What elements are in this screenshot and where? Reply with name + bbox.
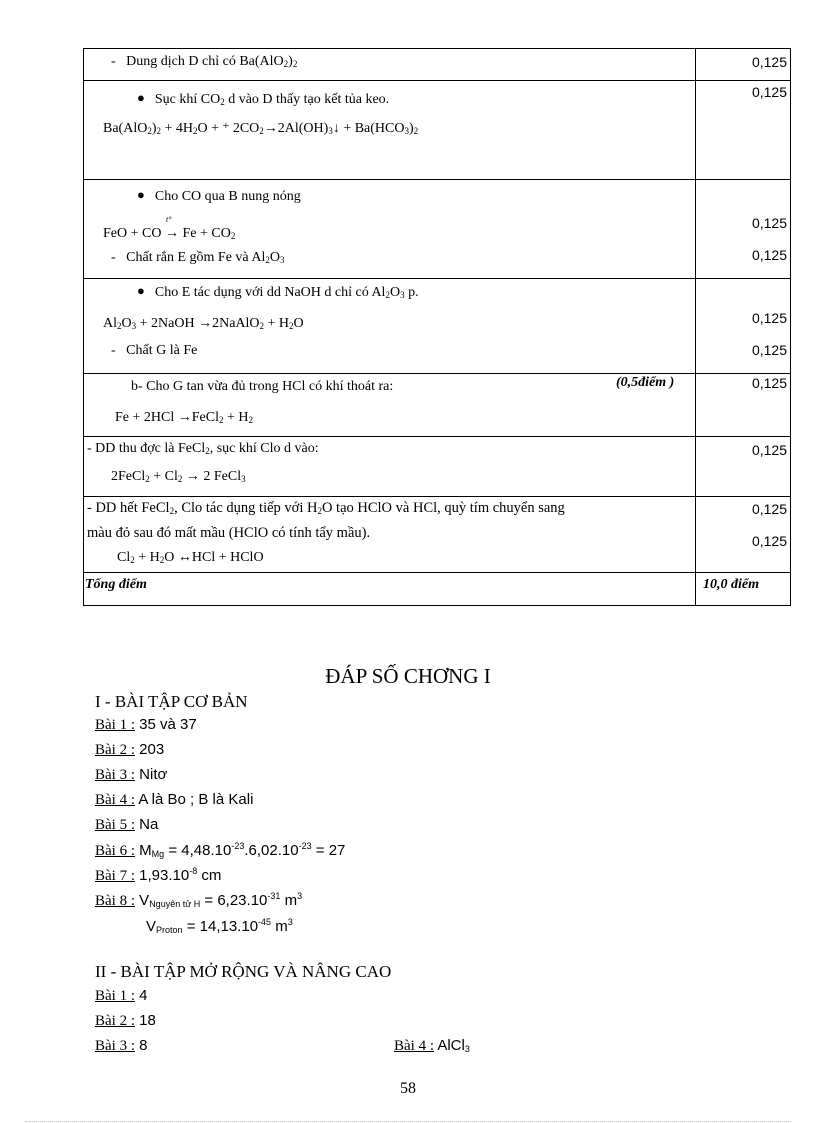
item-value: cm <box>197 867 222 884</box>
superscript: 3 <box>287 917 293 927</box>
score-value: 0,125 <box>751 247 787 263</box>
equation: $Al_2O_3$ + 2NaOH →2NaAlO$_2$ + $H_2O$ <box>103 316 304 331</box>
item-value: A là Bo ; B là Kali <box>135 791 254 808</box>
equation: 2FeCl$_2$ + $Cl_2 \to 2$ FeCl$_3$ <box>111 469 246 484</box>
list-item <box>95 766 167 784</box>
list-item <box>95 987 148 1005</box>
equation: $Ba(AlO_2)_2 + 4H_2O + ^+$ $2CO_2\to 2Al(OH)_3↓ + Ba(HCO_3)_2$ <box>103 118 419 136</box>
row-text: Cho E tác dụng với dd NaOH d chỉ có Al <box>154 285 386 300</box>
row-text: Chất rắn E gồm Fe và Al <box>126 250 266 265</box>
right-arrow-icon: → <box>185 469 200 484</box>
eq-part: Fe + 2HCl <box>115 410 178 425</box>
eq-part: O <box>269 250 280 265</box>
score-value: 0,125 <box>751 215 787 231</box>
eq-part: 2 FeCl <box>203 469 242 484</box>
superscript: -8 <box>189 866 198 876</box>
double-arrow-icon: ↔ <box>177 550 192 565</box>
superscript: -23 <box>231 841 245 851</box>
subscript: Nguyên tử H <box>149 899 201 909</box>
table-line <box>83 179 791 180</box>
item-label: Bài 2 : <box>95 1013 135 1029</box>
item-value: .6,02.10 <box>244 842 299 859</box>
item-label: Bài 1 : <box>95 988 135 1004</box>
eq-part: 2Al(OH) <box>277 121 329 136</box>
answers-title: ĐÁP SỐ CHƠNG I <box>325 664 491 688</box>
table-line <box>790 48 791 606</box>
score-value: 0,125 <box>751 533 787 549</box>
item-value: 35 và 37 <box>135 716 197 733</box>
eq-part: 2NaAlO <box>212 316 260 331</box>
item-label: Bài 1 : <box>95 717 135 733</box>
table-row <box>131 379 393 396</box>
down-arrow-icon: ↓ <box>332 121 340 136</box>
eq-part: + 4H <box>161 121 194 136</box>
list-item <box>394 1037 470 1055</box>
section-heading: II - BÀI TẬP MỞ RỘNG VÀ NÂNG CAO <box>95 962 392 981</box>
row-text: - DD thu đợc là FeCl <box>87 441 206 456</box>
row-text: d vào D thấy tạo kết tủa keo. <box>224 92 390 107</box>
scoring-table <box>83 48 791 606</box>
item-value: Nitơ <box>135 766 168 783</box>
item-value: = 14,13.10 <box>182 918 259 935</box>
item-value: 1,93.10 <box>135 867 190 884</box>
right-arrow-icon: → <box>164 226 179 241</box>
row-text: O tạo HClO và HCl, quỳ tím chuyển sang <box>321 500 565 516</box>
item-label: Bài 2 : <box>95 742 135 758</box>
item-label: Bài 4 : <box>394 1038 434 1054</box>
eq-part: Al <box>103 316 117 331</box>
item-value: = 6,23.10 <box>200 892 268 909</box>
row-text: , Clo tác dụng tiếp với H <box>174 500 318 516</box>
row-text: b- Cho G tan vừa đủ trong HCl có khí thoát ra: <box>131 379 394 394</box>
row-text: Chất G là Fe <box>126 343 198 358</box>
eq-part: + Cl <box>149 469 178 484</box>
row-text: Dung dịch D chỉ có Ba(AlO <box>126 54 284 69</box>
item-value: V <box>146 918 157 935</box>
item-label: Bài 4 : <box>95 792 135 808</box>
table-line <box>83 48 84 606</box>
table-row <box>137 188 301 206</box>
eq-part: O <box>164 550 178 565</box>
table-row: - DD thu đợc là FeCl$_2$, sục khí Clo d vào: <box>87 441 319 456</box>
item-value: m <box>280 892 298 909</box>
table-line <box>83 278 791 279</box>
list-item <box>95 741 164 759</box>
item-value: 203 <box>135 741 165 758</box>
superscript: -45 <box>258 917 272 927</box>
table-line <box>83 436 791 437</box>
item-label: Bài 6 : <box>95 843 135 859</box>
list-item <box>95 892 302 910</box>
eq-part: Cl <box>117 550 131 565</box>
eq-part: + H <box>264 316 290 331</box>
eq-part: 2CO <box>232 121 260 136</box>
right-arrow-icon: → <box>198 316 213 331</box>
table-row: ● Cho E tác dụng với dd NaOH d chỉ có $Al_2O_3$ p. <box>137 283 419 300</box>
item-value: Na <box>135 816 159 833</box>
eq-part: + H <box>223 410 249 425</box>
table-line <box>83 80 791 81</box>
section-heading: I - BÀI TẬP CƠ BẢN <box>95 692 248 711</box>
item-value: 18 <box>135 1012 156 1029</box>
eq-part: p. <box>404 285 419 300</box>
temperature-label: t° <box>165 215 172 224</box>
subscript: Mg <box>151 849 165 859</box>
eq-part: O + <box>197 121 223 136</box>
eq-part: 2FeCl <box>111 469 146 484</box>
table-row: - DD hết FeCl$_2$, Clo tác dụng tiếp với $H_2O$ tạo HClO và HCl, quỳ tím chuyển sang <box>87 500 565 516</box>
score-value: 0,125 <box>751 442 787 458</box>
row-text: màu đỏ sau đó mất mầu (HClO có tính tẩy mầu). <box>87 525 371 541</box>
table-line <box>83 496 791 497</box>
list-item <box>95 842 345 860</box>
item-label: Bài 5 : <box>95 817 135 833</box>
score-value: 0,125 <box>751 84 787 100</box>
eq-part: + Ba(HCO <box>339 121 405 136</box>
item-value: V <box>135 892 150 909</box>
total-label: Tổng điểm <box>85 577 147 592</box>
item-label: Bài 8 : <box>95 893 135 909</box>
item-label: Bài 3 : <box>95 767 135 783</box>
row-text: , sục khí Clo d vào: <box>209 441 319 456</box>
score-value: 0,125 <box>751 342 787 358</box>
item-value: AlCl <box>434 1037 465 1054</box>
list-item <box>95 1012 156 1030</box>
list-item <box>95 791 253 809</box>
total-value: 10,0 điểm <box>703 577 759 592</box>
list-item <box>146 918 293 936</box>
bullet-icon: ● <box>137 283 145 298</box>
superscript: -31 <box>267 891 281 901</box>
eq-part: O <box>293 316 304 331</box>
table-row: - Chất G là Fe <box>111 343 198 358</box>
right-arrow-icon: → <box>263 121 278 136</box>
score-value: 0,125 <box>751 54 787 70</box>
item-value: M <box>135 842 152 859</box>
equation: Fe + 2HCl →FeCl$_2$ + $H_2$ <box>115 410 253 425</box>
row-text: Sục khí CO <box>154 92 221 107</box>
bullet-icon: ● <box>137 187 145 202</box>
table-row: - Dung dịch D chỉ có $Ba(AlO_2)_2$ <box>111 54 298 69</box>
item-value: 4 <box>135 987 148 1004</box>
equation: FeO + CO t° → $Fe + CO_2$ <box>103 215 236 241</box>
table-line <box>695 48 696 606</box>
eq-part: + H <box>134 550 160 565</box>
points-label: (0,5điểm ) <box>616 375 675 390</box>
divider <box>25 1121 791 1122</box>
table-row <box>87 525 370 542</box>
score-value: 0,125 <box>751 375 787 391</box>
item-value: 8 <box>135 1037 148 1054</box>
eq-part: HCl + HClO <box>191 550 264 565</box>
bullet-icon: ● <box>137 90 145 105</box>
superscript: 3 <box>297 891 303 901</box>
table-line <box>83 572 791 573</box>
eq-part: Ba(AlO <box>103 121 148 136</box>
item-value: = 27 <box>311 842 346 859</box>
item-value: m <box>271 918 288 935</box>
score-value: 0,125 <box>751 501 787 517</box>
row-text: - DD hết FeCl <box>87 500 170 516</box>
eq-part: FeO + CO <box>103 226 162 241</box>
subscript: 3 <box>464 1044 470 1054</box>
subscript: Proton <box>156 925 183 935</box>
eq-part: O <box>121 316 132 331</box>
eq-part: FeCl <box>191 410 219 425</box>
list-item <box>95 716 197 734</box>
equation: $Cl_2 + H_2O$ ↔HCl + HClO <box>117 550 264 565</box>
row-text: Cho CO qua B nung nóng <box>154 189 301 204</box>
table-row: - Chất rắn E gồm Fe và $Al_2O_3$ <box>111 250 285 265</box>
list-item <box>95 867 221 885</box>
table-row: ● Sục khí $CO_2$ d vào D thấy tạo kết tủa keo. <box>137 90 390 107</box>
table-line <box>83 605 791 606</box>
list-item <box>95 816 158 834</box>
eq-part: O <box>389 285 401 300</box>
item-label: Bài 3 : <box>95 1038 135 1054</box>
score-value: 0,125 <box>751 310 787 326</box>
right-arrow-icon: → <box>177 410 192 425</box>
table-line <box>83 48 791 49</box>
superscript: -23 <box>298 841 312 851</box>
item-label: Bài 7 : <box>95 868 135 884</box>
eq-part: + 2NaOH <box>136 316 199 331</box>
table-line <box>83 373 791 374</box>
list-item <box>95 1037 148 1055</box>
item-value: = 4,48.10 <box>164 842 232 859</box>
page-number: 58 <box>400 1080 416 1097</box>
eq-part: Fe + CO <box>178 226 231 241</box>
